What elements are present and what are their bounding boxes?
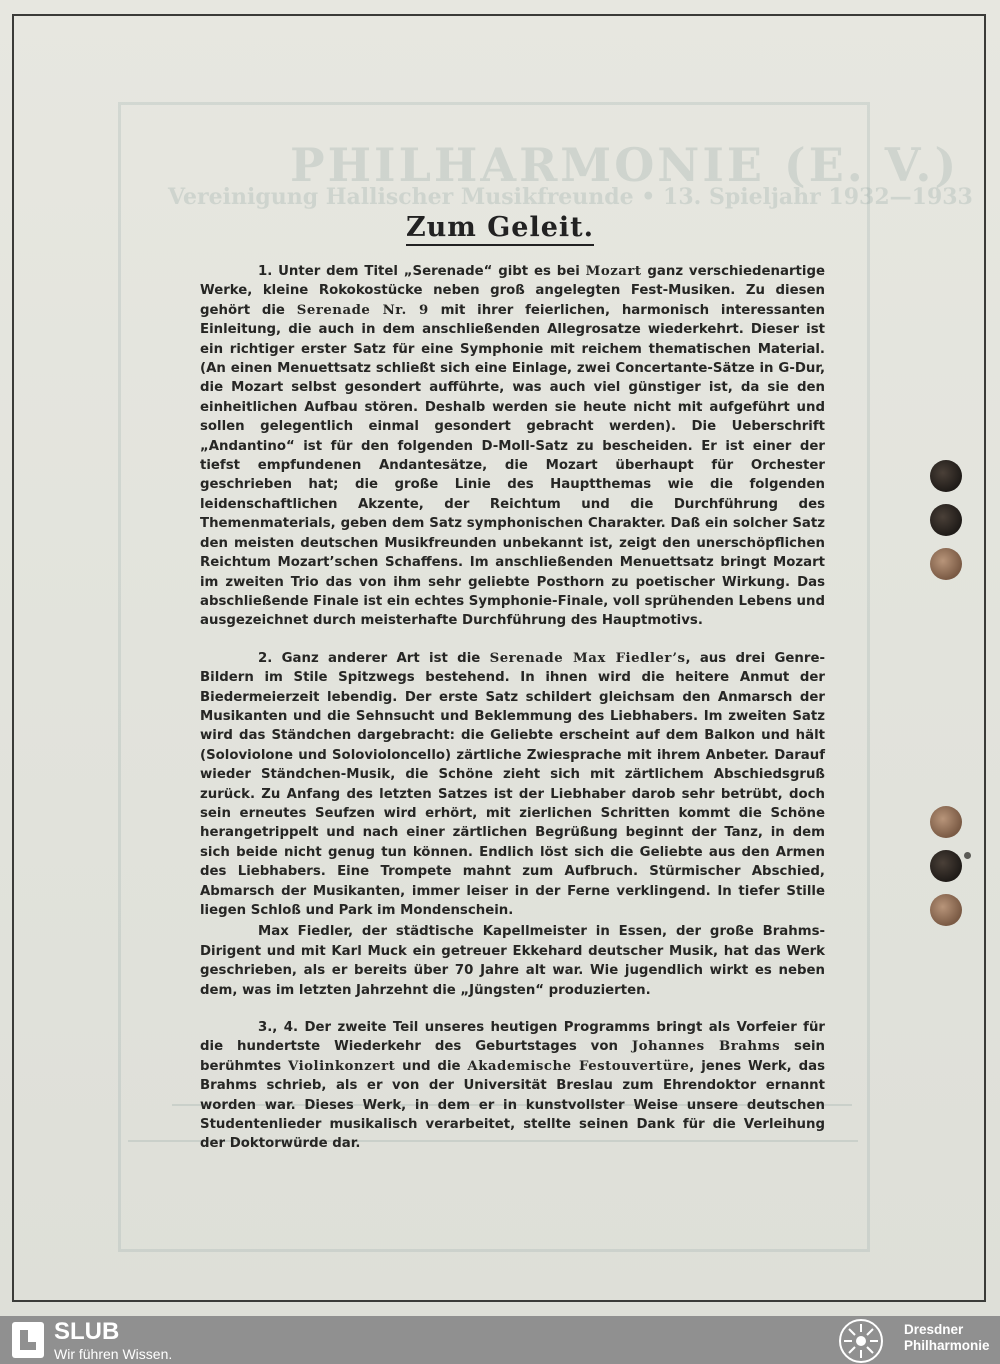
punch-holes-top [930,460,962,592]
paragraph [200,262,825,631]
paragraph [200,649,825,921]
emphasized-text: Mozart [585,264,642,279]
page-title-text: Zum Geleit. [406,212,594,246]
small-mark [964,852,971,859]
punch-hole [930,504,962,536]
punch-hole [930,806,962,838]
philharmonie-logo-icon [838,1318,884,1364]
text-run: und die [395,1058,468,1074]
text-run: sein berühmtes [200,1039,826,1074]
philharmonie-name-line2: Philharmonie [904,1338,990,1353]
show-through-heading: PHILHARMONIE (E. V.) [290,138,960,192]
punch-hole [930,548,962,580]
text-run: , aus drei Genre-Bildern im Stile Spitzwegs bestehend. In ihnen wird die heitere Anmut der Biedermeierzeit lebendig. Der erste Satz schildert gleichsam den Anmarsch der Musikanten und die Sehnsucht und Beklemmung des Liebhabers. Im zweiten Satz wird das Ständchen dargebracht: die Geliebte erscheint auf dem Balkon und hält (Soloviolone und Solovioloncello) zärtliche Zwiesprache mit ihrem Anbeter. Darauf wieder Ständchen-Musik, die Schöne zieht sich mit zärtlichem Abschiedsgruß zurück. Zu Anfang des letzten Satzes ist der Liebhaber darob sehr betrübt, doch sein erneutes Seufzen wird erhört, mit zierlichen Schritten kommt die Schöne herangetrippelt und nach einer zärtlichen Begrüßung beginnt der Tanz, in dem sich beide nicht genug tun können. Endlich löst sich die Geliebte aus den Armen des Liebhabers. Eine Trompete mahnt zum Aufbruch. Stürmischer Abschied, Abmarsch der Musikanten, immer leiser in der Ferne verklingend. In tiefer Stille liegen Schloß und Park im Mondenschein. [200,650,825,918]
emphasized-text: Violinkonzert [288,1058,396,1074]
punch-hole [930,850,962,882]
philharmonie-name-line1: Dresdner [904,1322,964,1337]
slub-tagline: Wir führen Wissen. [54,1346,173,1362]
page-title [0,212,1000,243]
footer-bar [0,1316,1000,1364]
philharmonie-name [904,1322,990,1354]
text-run: 1. Unter dem Titel „Serenade“ gibt es bei [258,264,586,279]
emphasized-text: Akademische Festouvertüre [467,1058,690,1074]
paragraph [200,1018,825,1154]
text-run: Max Fiedler, der städtische Kapellmeister in Essen, der große Brahms-Dirigent und mit Karl Muck ein getreuer Ekkehard deutscher Musik, hat das Werk geschrieben, als er bereits über 70 Jahre alt war. Wie jugendlich wirkt es neben dem, was im letzten Jahrzehnt die „Jüngsten“ produzierten. [200,924,825,998]
emphasized-text: Serenade Max Fiedler’s [489,650,686,666]
article-body [200,262,825,1172]
punch-hole [930,894,962,926]
slub-logo-icon [10,1320,46,1360]
text-run: mit ihrer feierlichen, harmonisch interessanten Einleitung, die auch in dem anschließenden Allegrosatze wiederkehrt. Dieser ist ein richtiger erster Satz für eine Symphonie mit reichem thematischen Material. (An einen Menuettsatz schließt sich eine Einlage, zwei Concertante-Sätze in G-Dur, die Mozart selbst gesondert aufführte, was auch viel günstiger ist, da sie den einheitlichen Aufbau stören. Deshalb werden sie heute nicht mit aufgeführt und sollen gelegentlich einmal gesondert gebracht werden). Die Ueberschrift „Andantino“ ist für den folgenden D-Moll-Satz zu bescheiden. Er ist einer der tiefst empfundenen Andantesätze, die Mozart überhaupt für Orchester geschrieben hat; die große Linie des Hauptthemas wie die folgenden leidenschaftlichen Akzente, der Reichtum und die Durchführung des Themenmaterials, geben dem Satz symphonischen Charakter. Daß ein solcher Satz den meisten deutschen Musikfreunden unbekannt ist, zeigt den unerschöpflichen Reichtum Mozart’schen Schaffens. Im anschließenden Menuettsatz bringt Mozart im zweiten Trio das von ihm sehr geliebte Posthorn zu poetischer Wirkung. Das abschließende Finale ist ein echtes Symphonie-Finale, voll sprühenden Lebens und ausgezeichnet durch meisterhafte Durchführung des Hauptmotivs. [200,302,825,629]
slub-name: SLUB [54,1318,120,1345]
text-run: ganz verschiedenartige Werke, kleine Rokokostücke neben groß angelegten Fest-Musiken. Zu diesen gehört die [200,264,825,318]
paragraph [200,922,825,1000]
text-run: 3., 4. Der zweite Teil unseres heutigen Programms bringt als Vorfeier für die hundertste Wiederkehr des Geburtstages von [200,1020,825,1055]
punch-hole [930,460,962,492]
punch-holes-bottom [930,806,962,938]
emphasized-text: Johannes Brahms [631,1039,781,1055]
show-through-subheading: Vereinigung Hallischer Musikfreunde • 13. Spieljahr 1932—1933 [168,184,973,210]
text-run: 2. Ganz anderer Art ist die [258,650,490,666]
emphasized-text: Serenade Nr. 9 [296,302,429,318]
text-run: , jenes Werk, das Brahms schrieb, als er von der Universität Breslau zum Ehrendoktor ernannt worden war. Dieses Werk, in dem er in kunstvollster Weise unsere deutschen Studentenlieder musikalisch verarbeitet, stellte seinen Dank für die Verleihung der Doktorwürde dar. [200,1058,825,1152]
